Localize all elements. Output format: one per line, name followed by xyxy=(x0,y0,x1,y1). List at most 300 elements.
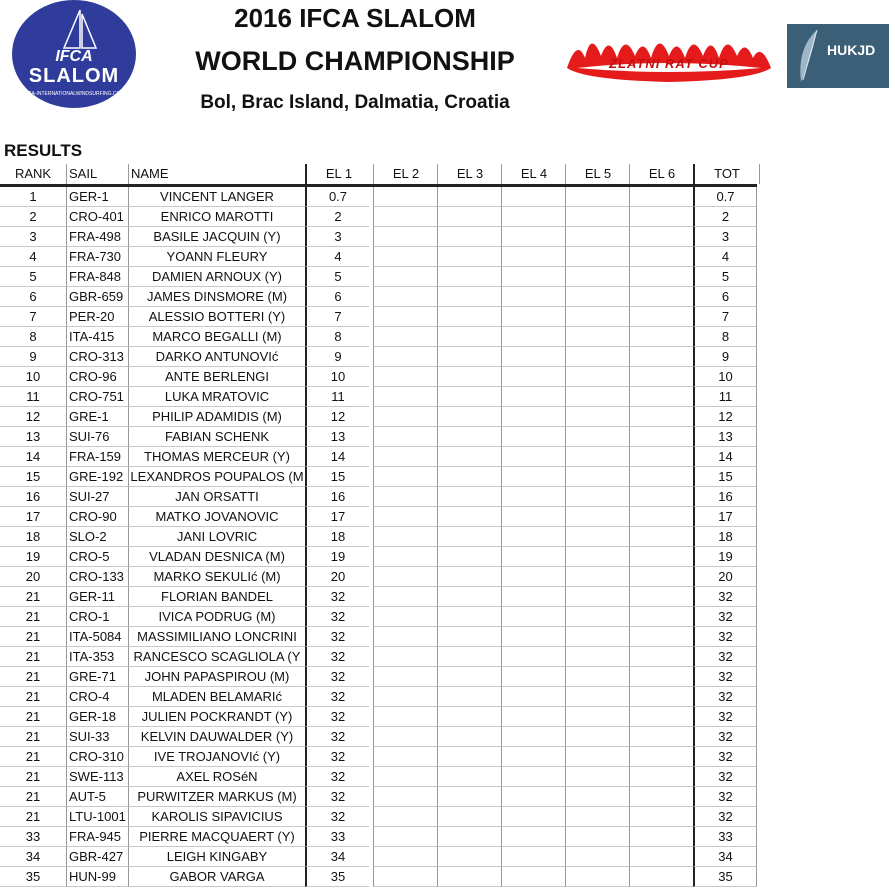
cell-rank: 21 xyxy=(0,667,66,687)
cell-el2 xyxy=(373,247,437,267)
cell-el2 xyxy=(373,647,437,667)
cell-tot: 13 xyxy=(693,427,757,447)
cell-name: AXEL ROSéN xyxy=(128,767,305,787)
cell-name: MARKO SEKULIć (M) xyxy=(128,567,305,587)
cell-el6 xyxy=(629,667,693,687)
cell-name: MLADEN BELAMARIć xyxy=(128,687,305,707)
table-row xyxy=(0,807,757,827)
cell-el1: 15 xyxy=(305,467,369,487)
cell-tot: 32 xyxy=(693,727,757,747)
cell-rank: 21 xyxy=(0,627,66,647)
cell-rank: 7 xyxy=(0,307,66,327)
cell-el6 xyxy=(629,847,693,867)
cell-sail: FRA-945 xyxy=(66,827,128,847)
cell-rank: 34 xyxy=(0,847,66,867)
cell-el4 xyxy=(501,607,565,627)
cell-el1: 14 xyxy=(305,447,369,467)
cell-name: JAMES DINSMORE (M) xyxy=(128,287,305,307)
cell-el4 xyxy=(501,187,565,207)
cell-tot: 32 xyxy=(693,787,757,807)
cell-el1: 32 xyxy=(305,647,369,667)
cell-name: FLORIAN BANDEL xyxy=(128,587,305,607)
col-el6-header: EL 6 xyxy=(629,164,694,184)
cell-el4 xyxy=(501,507,565,527)
col-sail-header: SAIL xyxy=(66,164,128,184)
event-location: Bol, Brac Island, Dalmatia, Croatia xyxy=(200,92,510,113)
table-row xyxy=(0,667,757,687)
cell-tot: 5 xyxy=(693,267,757,287)
table-row xyxy=(0,567,757,587)
cell-el2 xyxy=(373,567,437,587)
cell-el1: 5 xyxy=(305,267,369,287)
cell-el5 xyxy=(565,747,629,767)
cell-tot: 9 xyxy=(693,347,757,367)
cell-el1: 11 xyxy=(305,387,369,407)
cell-sail: CRO-1 xyxy=(66,607,128,627)
flame-logo-text: ZLATNI RAT CUP xyxy=(609,56,729,71)
cell-el3 xyxy=(437,287,501,307)
cell-el5 xyxy=(565,407,629,427)
cell-sail: GRE-192 xyxy=(66,467,128,487)
cell-rank: 21 xyxy=(0,807,66,827)
table-row xyxy=(0,327,757,347)
cell-el3 xyxy=(437,367,501,387)
cell-el5 xyxy=(565,627,629,647)
cell-el4 xyxy=(501,367,565,387)
cell-el1: 32 xyxy=(305,667,369,687)
cell-el5 xyxy=(565,347,629,367)
cell-el2 xyxy=(373,427,437,447)
cell-el2 xyxy=(373,847,437,867)
logo-slalom-text: SLALOM xyxy=(28,65,120,87)
cell-el2 xyxy=(373,227,437,247)
table-row xyxy=(0,767,757,787)
cell-el6 xyxy=(629,567,693,587)
cell-el5 xyxy=(565,367,629,387)
table-row xyxy=(0,687,757,707)
cell-el3 xyxy=(437,547,501,567)
cell-name: DAMIEN ARNOUX (Y) xyxy=(128,267,305,287)
cell-el3 xyxy=(437,587,501,607)
table-row xyxy=(0,187,757,207)
cell-el5 xyxy=(565,527,629,547)
cell-tot: 35 xyxy=(693,867,757,887)
cell-el4 xyxy=(501,307,565,327)
col-el3-header: EL 3 xyxy=(437,164,502,184)
table-row xyxy=(0,587,757,607)
cell-tot: 7 xyxy=(693,307,757,327)
cell-el6 xyxy=(629,507,693,527)
cell-el6 xyxy=(629,287,693,307)
cell-tot: 33 xyxy=(693,827,757,847)
cell-el5 xyxy=(565,287,629,307)
cell-el1: 32 xyxy=(305,587,369,607)
cell-el5 xyxy=(565,847,629,867)
cell-el6 xyxy=(629,747,693,767)
cell-rank: 35 xyxy=(0,867,66,887)
cell-el4 xyxy=(501,267,565,287)
cell-name: VLADAN DESNICA (M) xyxy=(128,547,305,567)
cell-el6 xyxy=(629,467,693,487)
table-row xyxy=(0,407,757,427)
results-table xyxy=(0,164,757,887)
cell-tot: 19 xyxy=(693,547,757,567)
cell-name: MASSIMILIANO LONCRINI xyxy=(128,627,305,647)
cell-el5 xyxy=(565,867,629,887)
cell-el4 xyxy=(501,467,565,487)
cell-el5 xyxy=(565,507,629,527)
cell-el3 xyxy=(437,347,501,367)
cell-name: LEXANDROS POUPALOS (M xyxy=(128,467,305,487)
cell-el3 xyxy=(437,267,501,287)
cell-el1: 32 xyxy=(305,607,369,627)
cell-name: LUKA MRATOVIC xyxy=(128,387,305,407)
cell-el6 xyxy=(629,527,693,547)
cell-el1: 8 xyxy=(305,327,369,347)
cell-el6 xyxy=(629,647,693,667)
cell-tot: 17 xyxy=(693,507,757,527)
cell-el3 xyxy=(437,187,501,207)
cell-name: IVE TROJANOVIć (Y) xyxy=(128,747,305,767)
cell-sail: FRA-848 xyxy=(66,267,128,287)
cell-el2 xyxy=(373,347,437,367)
cell-el1: 10 xyxy=(305,367,369,387)
cell-el5 xyxy=(565,607,629,627)
cell-el3 xyxy=(437,447,501,467)
cell-rank: 21 xyxy=(0,727,66,747)
cell-el2 xyxy=(373,687,437,707)
ifca-slalom-logo xyxy=(12,0,136,108)
cell-el1: 32 xyxy=(305,747,369,767)
cell-el6 xyxy=(629,627,693,647)
cell-el3 xyxy=(437,487,501,507)
cell-name: PURWITZER MARKUS (M) xyxy=(128,787,305,807)
table-row xyxy=(0,527,757,547)
cell-el2 xyxy=(373,207,437,227)
table-row xyxy=(0,307,757,327)
cell-el4 xyxy=(501,747,565,767)
cell-sail: PER-20 xyxy=(66,307,128,327)
col-name-header: NAME xyxy=(128,164,305,184)
cell-el2 xyxy=(373,827,437,847)
cell-el4 xyxy=(501,787,565,807)
cell-el4 xyxy=(501,487,565,507)
cell-el4 xyxy=(501,827,565,847)
cell-el5 xyxy=(565,307,629,327)
cell-name: PIERRE MACQUAERT (Y) xyxy=(128,827,305,847)
cell-rank: 6 xyxy=(0,287,66,307)
cell-el6 xyxy=(629,487,693,507)
cell-el1: 32 xyxy=(305,767,369,787)
event-title: 2016 IFCA SLALOM xyxy=(234,3,476,33)
table-row xyxy=(0,707,757,727)
cell-el3 xyxy=(437,667,501,687)
cell-sail: ITA-353 xyxy=(66,647,128,667)
cell-rank: 21 xyxy=(0,707,66,727)
table-row xyxy=(0,747,757,767)
cell-el5 xyxy=(565,707,629,727)
table-row xyxy=(0,507,757,527)
cell-el4 xyxy=(501,547,565,567)
table-row xyxy=(0,847,757,867)
table-row xyxy=(0,867,757,887)
cell-el2 xyxy=(373,387,437,407)
cell-name: GABOR VARGA xyxy=(128,867,305,887)
table-row xyxy=(0,427,757,447)
table-row xyxy=(0,647,757,667)
cell-el4 xyxy=(501,767,565,787)
col-el1-header: EL 1 xyxy=(305,164,371,184)
cell-el3 xyxy=(437,507,501,527)
cell-rank: 17 xyxy=(0,507,66,527)
cell-el5 xyxy=(565,647,629,667)
cell-el4 xyxy=(501,867,565,887)
cell-sail: SWE-113 xyxy=(66,767,128,787)
cell-name: KELVIN DAUWALDER (Y) xyxy=(128,727,305,747)
cell-rank: 11 xyxy=(0,387,66,407)
cell-tot: 0.7 xyxy=(693,187,757,207)
cell-name: KAROLIS SIPAVICIUS xyxy=(128,807,305,827)
table-row xyxy=(0,467,757,487)
cell-name: ENRICO MAROTTI xyxy=(128,207,305,227)
cell-el5 xyxy=(565,667,629,687)
cell-name: JOHN PAPASPIROU (M) xyxy=(128,667,305,687)
cell-el3 xyxy=(437,707,501,727)
cell-name: JULIEN POCKRANDT (Y) xyxy=(128,707,305,727)
cell-rank: 14 xyxy=(0,447,66,467)
cell-rank: 21 xyxy=(0,747,66,767)
table-row xyxy=(0,627,757,647)
cell-el2 xyxy=(373,407,437,427)
cell-rank: 21 xyxy=(0,767,66,787)
cell-rank: 21 xyxy=(0,687,66,707)
cell-el6 xyxy=(629,247,693,267)
cell-sail: GBR-427 xyxy=(66,847,128,867)
cell-el3 xyxy=(437,247,501,267)
cell-el2 xyxy=(373,727,437,747)
cell-el4 xyxy=(501,447,565,467)
cell-el4 xyxy=(501,527,565,547)
cell-el6 xyxy=(629,867,693,887)
cell-sail: FRA-159 xyxy=(66,447,128,467)
table-row xyxy=(0,227,757,247)
cell-el5 xyxy=(565,567,629,587)
cell-name: RANCESCO SCAGLIOLA (Y xyxy=(128,647,305,667)
cell-name: THOMAS MERCEUR (Y) xyxy=(128,447,305,467)
cell-sail: AUT-5 xyxy=(66,787,128,807)
cell-rank: 21 xyxy=(0,787,66,807)
cell-el6 xyxy=(629,787,693,807)
cell-el5 xyxy=(565,207,629,227)
cell-el3 xyxy=(437,767,501,787)
table-row xyxy=(0,727,757,747)
table-row xyxy=(0,487,757,507)
cell-tot: 32 xyxy=(693,587,757,607)
cell-el6 xyxy=(629,367,693,387)
col-el4-header: EL 4 xyxy=(501,164,566,184)
cell-el5 xyxy=(565,187,629,207)
cell-rank: 21 xyxy=(0,647,66,667)
cell-tot: 14 xyxy=(693,447,757,467)
cell-rank: 3 xyxy=(0,227,66,247)
cell-rank: 13 xyxy=(0,427,66,447)
cell-tot: 32 xyxy=(693,747,757,767)
cell-tot: 11 xyxy=(693,387,757,407)
cell-el3 xyxy=(437,567,501,587)
cell-el2 xyxy=(373,447,437,467)
cell-el5 xyxy=(565,787,629,807)
cell-tot: 34 xyxy=(693,847,757,867)
cell-sail: CRO-313 xyxy=(66,347,128,367)
cell-el6 xyxy=(629,807,693,827)
cell-el1: 7 xyxy=(305,307,369,327)
cell-el6 xyxy=(629,227,693,247)
cell-el1: 12 xyxy=(305,407,369,427)
cell-rank: 21 xyxy=(0,587,66,607)
cell-el5 xyxy=(565,227,629,247)
cell-el5 xyxy=(565,687,629,707)
cell-el6 xyxy=(629,347,693,367)
cell-tot: 32 xyxy=(693,807,757,827)
hukjd-logo xyxy=(787,24,889,88)
cell-rank: 21 xyxy=(0,607,66,627)
cell-el2 xyxy=(373,467,437,487)
cell-el2 xyxy=(373,367,437,387)
cell-sail: CRO-4 xyxy=(66,687,128,707)
col-el5-header: EL 5 xyxy=(565,164,630,184)
cell-el1: 32 xyxy=(305,627,369,647)
cell-el2 xyxy=(373,267,437,287)
cell-tot: 32 xyxy=(693,687,757,707)
cell-el5 xyxy=(565,547,629,567)
cell-rank: 4 xyxy=(0,247,66,267)
cell-el2 xyxy=(373,287,437,307)
cell-el6 xyxy=(629,267,693,287)
cell-el6 xyxy=(629,767,693,787)
cell-el2 xyxy=(373,767,437,787)
event-subtitle: WORLD CHAMPIONSHIP xyxy=(195,46,515,76)
cell-el4 xyxy=(501,387,565,407)
cell-el1: 9 xyxy=(305,347,369,367)
cell-sail: LTU-1001 xyxy=(66,807,128,827)
cell-sail: CRO-310 xyxy=(66,747,128,767)
cell-rank: 19 xyxy=(0,547,66,567)
cell-el6 xyxy=(629,427,693,447)
table-body xyxy=(0,187,757,887)
cell-sail: FRA-730 xyxy=(66,247,128,267)
cell-tot: 20 xyxy=(693,567,757,587)
cell-sail: GER-1 xyxy=(66,187,128,207)
cell-tot: 15 xyxy=(693,467,757,487)
table-row xyxy=(0,547,757,567)
cell-el1: 2 xyxy=(305,207,369,227)
cell-el3 xyxy=(437,687,501,707)
cell-el3 xyxy=(437,387,501,407)
cell-name: FABIAN SCHENK xyxy=(128,427,305,447)
cell-el2 xyxy=(373,487,437,507)
cell-el2 xyxy=(373,527,437,547)
cell-el4 xyxy=(501,227,565,247)
cell-sail: CRO-401 xyxy=(66,207,128,227)
cell-el5 xyxy=(565,587,629,607)
cell-tot: 32 xyxy=(693,767,757,787)
cell-el6 xyxy=(629,387,693,407)
cell-el1: 3 xyxy=(305,227,369,247)
cell-tot: 32 xyxy=(693,607,757,627)
col-tot-header: TOT xyxy=(693,164,760,184)
cell-el6 xyxy=(629,307,693,327)
cell-sail: SUI-27 xyxy=(66,487,128,507)
cell-el4 xyxy=(501,427,565,447)
cell-el3 xyxy=(437,427,501,447)
table-row xyxy=(0,607,757,627)
cell-el3 xyxy=(437,227,501,247)
cell-rank: 10 xyxy=(0,367,66,387)
cell-el4 xyxy=(501,407,565,427)
table-row xyxy=(0,787,757,807)
cell-el4 xyxy=(501,707,565,727)
cell-sail: HUN-99 xyxy=(66,867,128,887)
cell-sail: SUI-33 xyxy=(66,727,128,747)
cell-rank: 8 xyxy=(0,327,66,347)
cell-el3 xyxy=(437,647,501,667)
cell-name: MARCO BEGALLI (M) xyxy=(128,327,305,347)
cell-sail: GER-18 xyxy=(66,707,128,727)
cell-el6 xyxy=(629,407,693,427)
cell-el5 xyxy=(565,267,629,287)
cell-el5 xyxy=(565,427,629,447)
cell-name: YOANN FLEURY xyxy=(128,247,305,267)
table-row xyxy=(0,387,757,407)
cell-el5 xyxy=(565,467,629,487)
cell-name: IVICA PODRUG (M) xyxy=(128,607,305,627)
table-row xyxy=(0,367,757,387)
cell-rank: 5 xyxy=(0,267,66,287)
cell-sail: CRO-96 xyxy=(66,367,128,387)
cell-rank: 9 xyxy=(0,347,66,367)
cell-el1: 17 xyxy=(305,507,369,527)
results-heading: RESULTS xyxy=(4,141,83,160)
hukjd-text: HUKJD xyxy=(827,42,876,58)
cell-name: LEIGH KINGABY xyxy=(128,847,305,867)
cell-el3 xyxy=(437,327,501,347)
cell-sail: CRO-90 xyxy=(66,507,128,527)
cell-el4 xyxy=(501,287,565,307)
cell-el5 xyxy=(565,487,629,507)
cell-el4 xyxy=(501,667,565,687)
cell-el1: 32 xyxy=(305,787,369,807)
cell-sail: CRO-133 xyxy=(66,567,128,587)
cell-el2 xyxy=(373,747,437,767)
cell-el1: 6 xyxy=(305,287,369,307)
cell-el1: 0.7 xyxy=(305,187,369,207)
cell-el1: 4 xyxy=(305,247,369,267)
cell-el5 xyxy=(565,247,629,267)
cell-el3 xyxy=(437,407,501,427)
cell-sail: ITA-415 xyxy=(66,327,128,347)
table-row xyxy=(0,447,757,467)
cell-el2 xyxy=(373,307,437,327)
cell-tot: 10 xyxy=(693,367,757,387)
cell-el4 xyxy=(501,327,565,347)
cell-el6 xyxy=(629,827,693,847)
cell-tot: 18 xyxy=(693,527,757,547)
cell-el3 xyxy=(437,207,501,227)
cell-el2 xyxy=(373,547,437,567)
table-row xyxy=(0,827,757,847)
cell-el1: 13 xyxy=(305,427,369,447)
cell-el5 xyxy=(565,767,629,787)
